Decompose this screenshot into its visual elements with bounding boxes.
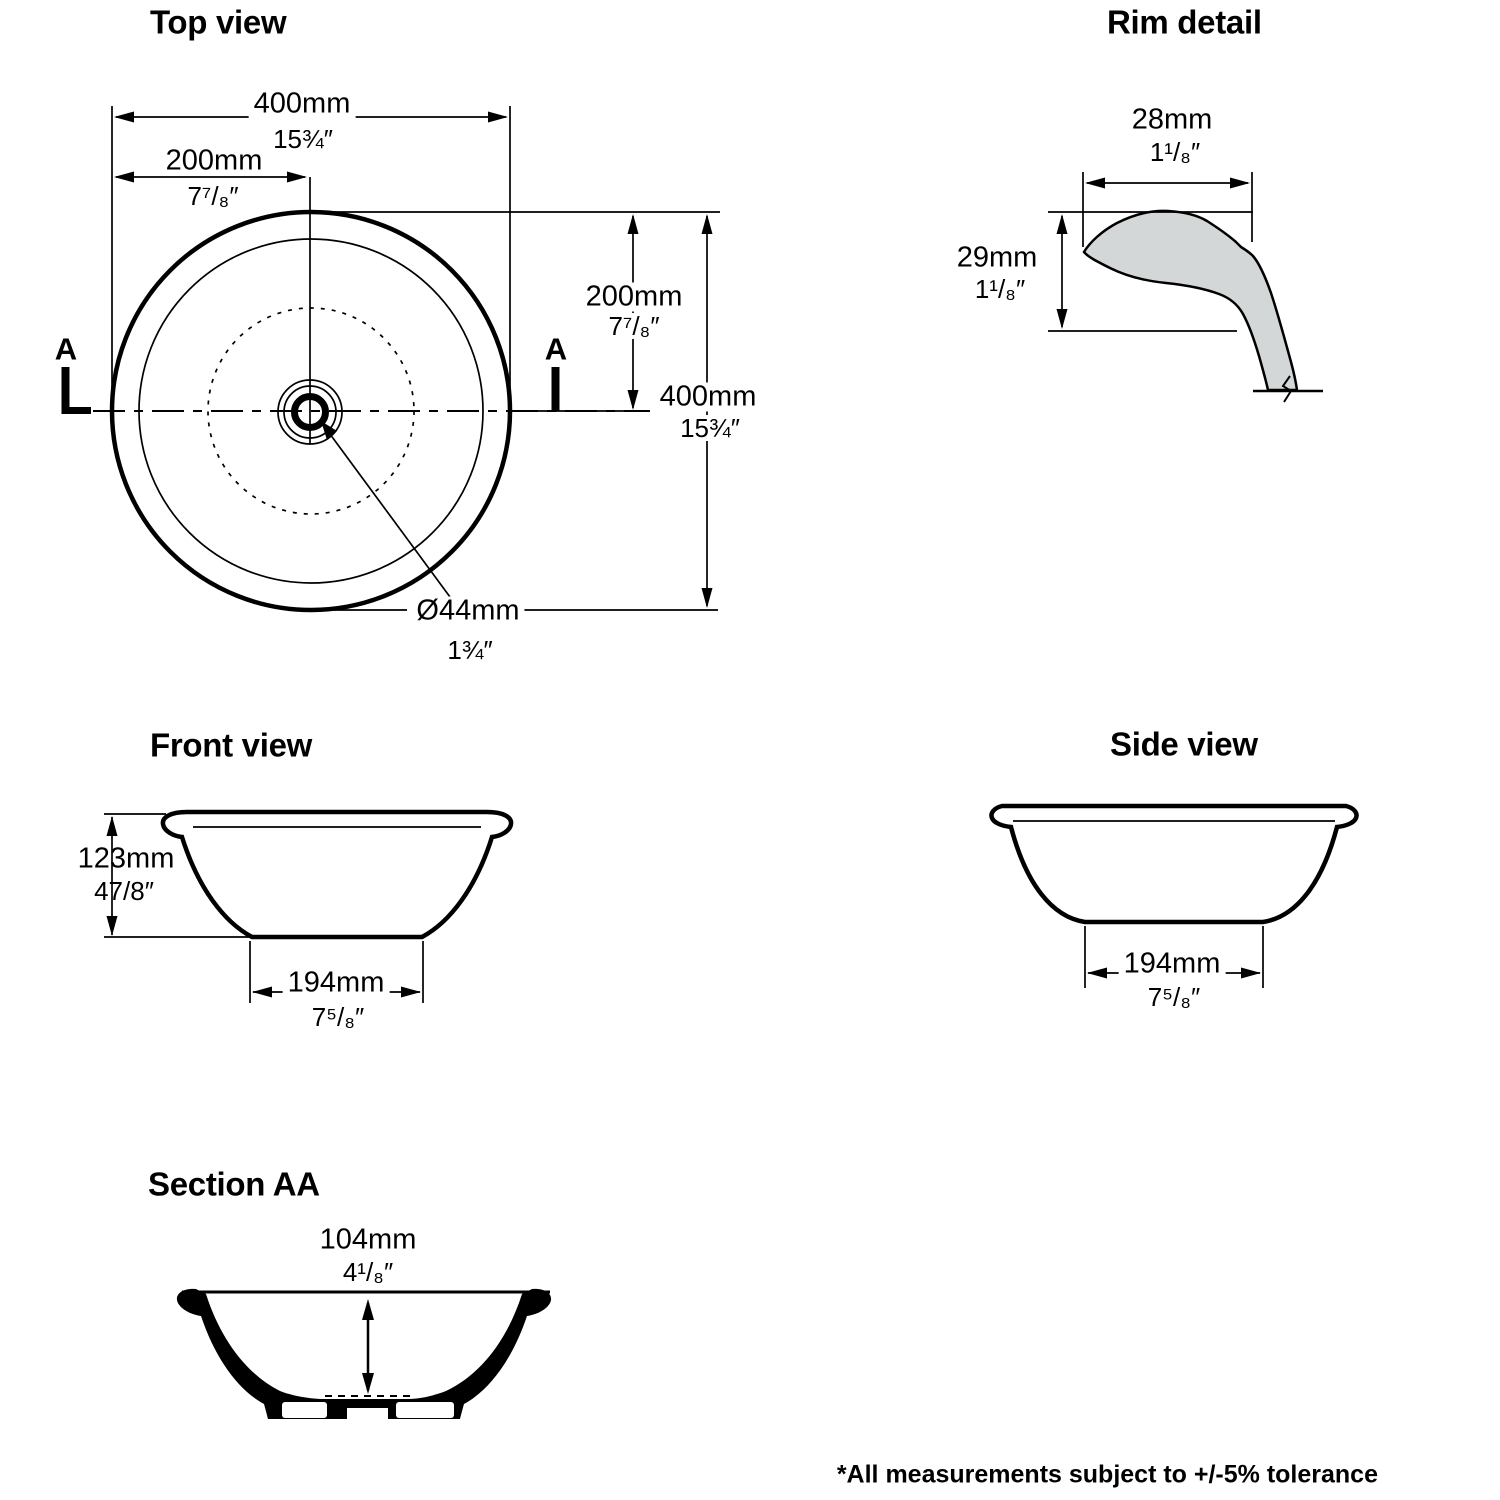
top-height-in-label: 15¾″: [675, 415, 745, 441]
section-marker-a-right: A: [544, 331, 568, 367]
arrowhead: [252, 987, 272, 998]
rim-height-in-label: 1¹/₈″: [974, 274, 1026, 304]
top-halfheight-mm-label: 200mm: [581, 283, 688, 312]
rim-width-in-label: 1¹/₈″: [1149, 137, 1201, 167]
rim-detail-title: Rim detail: [1107, 3, 1262, 41]
arrowhead: [488, 112, 508, 123]
top-view-title: Top view: [150, 3, 287, 41]
top-halfwidth-in-label: 7⁷/₈″: [187, 181, 239, 211]
drain-diameter-in-label: 1¾″: [447, 635, 493, 665]
rim-detail-drawing: [1048, 172, 1323, 402]
arrowhead: [1057, 309, 1068, 329]
section-depth-in-label: 4¹/₈″: [342, 1257, 394, 1287]
side-base-in-label: 7⁵/₈″: [1147, 982, 1201, 1012]
arrowhead: [114, 112, 134, 123]
front-base-mm-label: 194mm: [283, 969, 390, 998]
front-bowl-outline: [163, 812, 511, 937]
arrowhead: [401, 987, 421, 998]
side-base-mm-label: 194mm: [1119, 950, 1226, 979]
arrowhead: [114, 172, 134, 183]
rim-profile: [1084, 211, 1297, 390]
top-halfwidth-mm-label: 200mm: [165, 144, 263, 177]
drain-leader-line: [327, 430, 450, 597]
front-view-title: Front view: [150, 726, 313, 764]
front-height-in-label: 47/8″: [94, 876, 154, 906]
arrowhead: [702, 588, 713, 608]
section-depth-mm-label: 104mm: [319, 1223, 417, 1256]
arrowhead: [1230, 178, 1250, 189]
arrowhead: [107, 816, 118, 836]
side-bowl-outline: [991, 806, 1356, 922]
section-base-cutout-right: [396, 1402, 454, 1418]
arrowhead: [1057, 214, 1068, 234]
arrowhead: [628, 214, 639, 234]
section-aa-drawing: [177, 1289, 551, 1419]
arrowhead: [362, 1373, 374, 1394]
drain-diameter-mm-label: Ø44mm: [411, 597, 524, 626]
section-marker-a-left: A: [54, 331, 78, 367]
arrowhead: [702, 214, 713, 234]
arrowhead: [1085, 178, 1105, 189]
drain-leader-arrowhead: [321, 421, 337, 440]
top-view-drawing: [62, 106, 720, 610]
arrowhead: [287, 172, 307, 183]
arrowhead: [1087, 968, 1107, 979]
section-cut-fill: [177, 1289, 551, 1419]
arrowhead: [628, 390, 639, 410]
front-base-in-label: 7⁵/₈″: [311, 1002, 365, 1032]
top-halfheight-in-label: 7⁷/₈″: [603, 313, 664, 339]
side-view-title: Side view: [1110, 725, 1258, 763]
section-base-cutout-left: [282, 1402, 327, 1418]
tolerance-note: *All measurements subject to +/-5% tolerance: [836, 1460, 1378, 1489]
arrowhead: [107, 916, 118, 936]
top-height-mm-label: 400mm: [655, 383, 762, 412]
top-width-mm-label: 400mm: [249, 90, 356, 119]
arrowhead: [1241, 968, 1261, 979]
rim-width-mm-label: 28mm: [1131, 103, 1213, 136]
arrowhead: [362, 1299, 374, 1320]
top-width-in-label: 15¾″: [273, 124, 333, 154]
rim-height-mm-label: 29mm: [956, 241, 1038, 274]
section-drain-cutout: [347, 1408, 388, 1419]
front-height-mm-label: 123mm: [77, 842, 175, 875]
section-aa-title: Section AA: [148, 1165, 320, 1203]
